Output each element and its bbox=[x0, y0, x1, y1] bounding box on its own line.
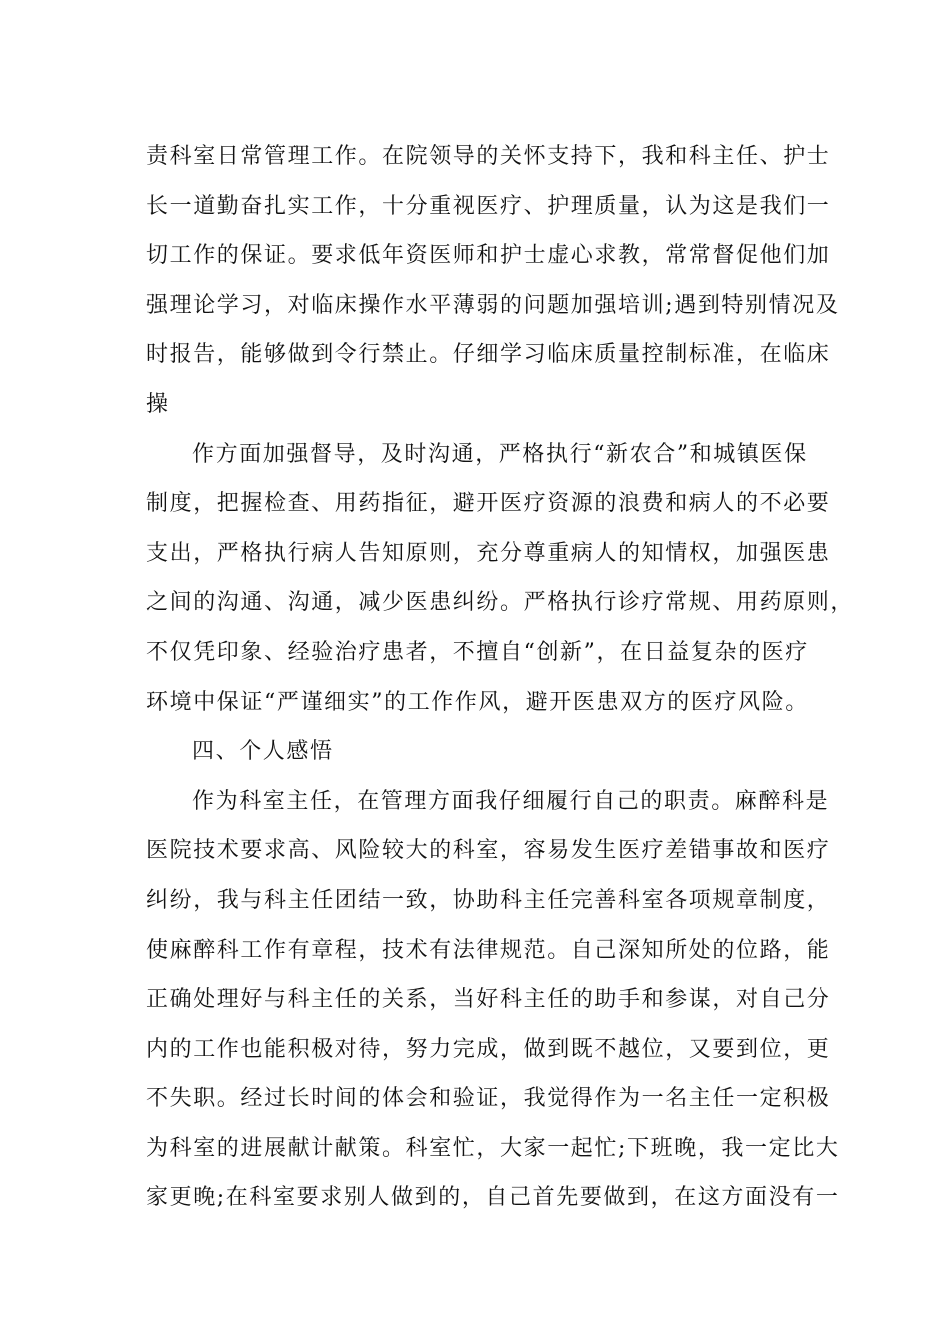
text-line: 使麻醉科工作有章程，技术有法律规范。自己深知所处的位路，能 bbox=[146, 937, 831, 963]
text-line: 为科室的进展献计献策。科室忙，大家一起忙;下班晚，我一定比大 bbox=[146, 1135, 840, 1161]
section-heading: 四、个人感悟 bbox=[192, 739, 334, 765]
text-line: 责科室日常管理工作。在院领导的关怀支持下，我和科主任、护士 bbox=[146, 144, 831, 169]
text-line: 环境中保证“严谨细实”的工作作风，避开医患双方的医疗风险。 bbox=[146, 689, 809, 715]
text-line: 纠纷，我与科主任团结一致，协助科主任完善科室各项规章制度， bbox=[146, 887, 831, 913]
text-line: 家更晚;在科室要求别人做到的，自己首先要做到，在这方面没有一 bbox=[146, 1185, 840, 1211]
text-line: 内的工作也能积极对待，努力完成，做到既不越位，又要到位，更 bbox=[146, 1036, 831, 1062]
text-line: 长一道勤奋扎实工作，十分重视医疗、护理质量，认为这是我们一 bbox=[146, 193, 831, 219]
text-line: 作方面加强督导，及时沟通，严格执行“新农合”和城镇医保 bbox=[192, 441, 808, 467]
body-text bbox=[146, 132, 855, 1223]
text-line: 支出，严格执行病人告知原则，充分尊重病人的知情权，加强医患 bbox=[146, 540, 831, 566]
text-line: 操 bbox=[146, 391, 170, 417]
text-line: 强理论学习，对临床操作水平薄弱的问题加强培训;遇到特别情况及 bbox=[146, 292, 840, 318]
text-line: 时报告，能够做到令行禁止。仔细学习临床质量控制标准，在临床 bbox=[146, 342, 831, 368]
text-line: 之间的沟通、沟通，减少医患纠纷。严格执行诊疗常规、用药原则， bbox=[146, 590, 855, 616]
text-line: 正确处理好与科主任的关系，当好科主任的助手和参谋，对自己分 bbox=[146, 987, 831, 1013]
text-line: 不仅凭印象、经验治疗患者，不擅自“创新”，在日益复杂的医疗 bbox=[146, 639, 809, 665]
text-line: 不失职。经过长时间的体会和验证，我觉得作为一名主任一定积极 bbox=[146, 1086, 831, 1112]
text-line: 作为科室主任，在管理方面我仔细履行自己的职责。麻醉科是 bbox=[192, 788, 830, 814]
text-line: 切工作的保证。要求低年资医师和护士虚心求教，常常督促他们加 bbox=[146, 243, 831, 269]
text-line: 医院技术要求高、风险较大的科室，容易发生医疗差错事故和医疗 bbox=[146, 838, 831, 864]
text-line: 制度，把握检查、用药指征，避开医疗资源的浪费和病人的不必要 bbox=[146, 491, 831, 517]
